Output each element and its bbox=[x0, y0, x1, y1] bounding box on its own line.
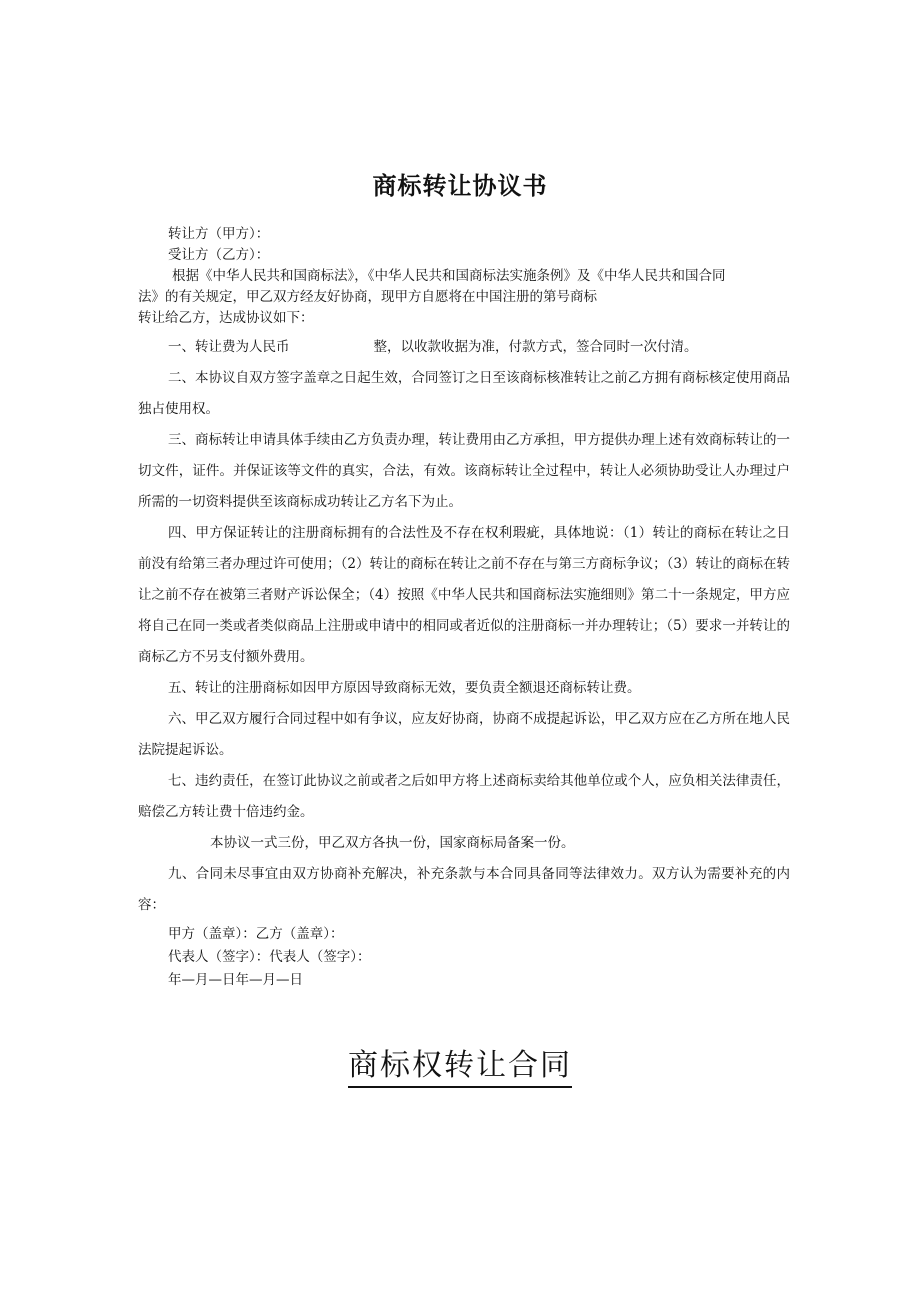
signature-seal-line: 甲方（盖章）：乙方（盖章）： bbox=[168, 926, 344, 942]
clause-1-part-a: 一、转让费为人民币 bbox=[168, 339, 290, 355]
transferor-line: 转让方（甲方）： bbox=[168, 226, 270, 242]
intro-line-3: 转让给乙方，达成协议如下： bbox=[138, 310, 314, 326]
clause-2: 二、本协议自双方签字盖章之日起生效，合同签订之日至该商标核准转让之前乙方拥有商标核定使用商品独占使用权。 bbox=[138, 370, 790, 417]
intro-line-1: 根据《中华人民共和国商标法》，《中华人民共和国商标法实施条例》及《中华人民共和国合同 bbox=[172, 268, 726, 284]
clause-4: 四、甲方保证转让的注册商标拥有的合法性及不存在权利瑕疵，具体地说：（1）转让的商标在转让之日前没有给第三者办理过许可使用；（2）转让的商标在转让之前不存在与第三方商标争议；（3）转让的商标在转让之前不存在被第三者财产诉讼保全；（4）按照《中华人民共和国商标法实施细则》第二十一条规定，甲方应将自己在同一类或者类似商品上注册或申请中的相同或者近似的注册商标一并办理转让；（5）要求一并转让的商标乙方不另支付额外费用。 bbox=[138, 525, 790, 665]
document-body bbox=[138, 224, 790, 992]
clause-3: 三、商标转让申请具体手续由乙方负责办理，转让费用由乙方承担，甲方提供办理上述有效商标转让的一切文件，证件。并保证该等文件的真实，合法，有效。该商标转让全过程中，转让人必须协助受让人办理过户所需的一切资料提供至该商标成功转让乙方名下为止。 bbox=[138, 432, 790, 510]
transferee-line: 受让方（乙方）： bbox=[168, 247, 270, 263]
signature-rep-line: 代表人（签字）：代表人（签字）： bbox=[168, 949, 371, 965]
second-document-title-wrap bbox=[0, 1040, 920, 1088]
intro-line-2: 法》的有关规定，甲乙双方经友好协商，现甲方自愿将在中国注册的第号商标 bbox=[138, 289, 597, 305]
clause-6: 六、甲乙双方履行合同过程中如有争议，应友好协商，协商不成提起诉讼，甲乙双方应在乙方所在地人民法院提起诉讼。 bbox=[138, 711, 790, 758]
clause-9: 九、合同未尽事宜由双方协商补充解决，补充条款与本合同具备同等法律效力。双方认为需要补充的内容： bbox=[138, 866, 790, 913]
clause-1-part-b: 整，以收款收据为准，付款方式，签合同时一次付清。 bbox=[373, 339, 698, 355]
clause-7: 七、违约责任，在签订此协议之前或者之后如甲方将上述商标卖给其他单位或个人，应负相关法律责任，赔偿乙方转让费十倍违约金。 bbox=[138, 773, 790, 820]
signature-date-line: 年—月—日年—月—日 bbox=[168, 972, 303, 988]
second-document-title: 商标权转让合同 bbox=[348, 1040, 572, 1088]
document-title: 商标转让协议书 bbox=[372, 172, 548, 200]
clause-1 bbox=[138, 332, 790, 363]
clause-5: 五、转让的注册商标如因甲方原因导致商标无效，要负责全额退还商标转让费。 bbox=[168, 680, 641, 696]
clause-8: 本协议一式三份，甲乙双方各执一份，国家商标局备案一份。 bbox=[210, 835, 575, 851]
